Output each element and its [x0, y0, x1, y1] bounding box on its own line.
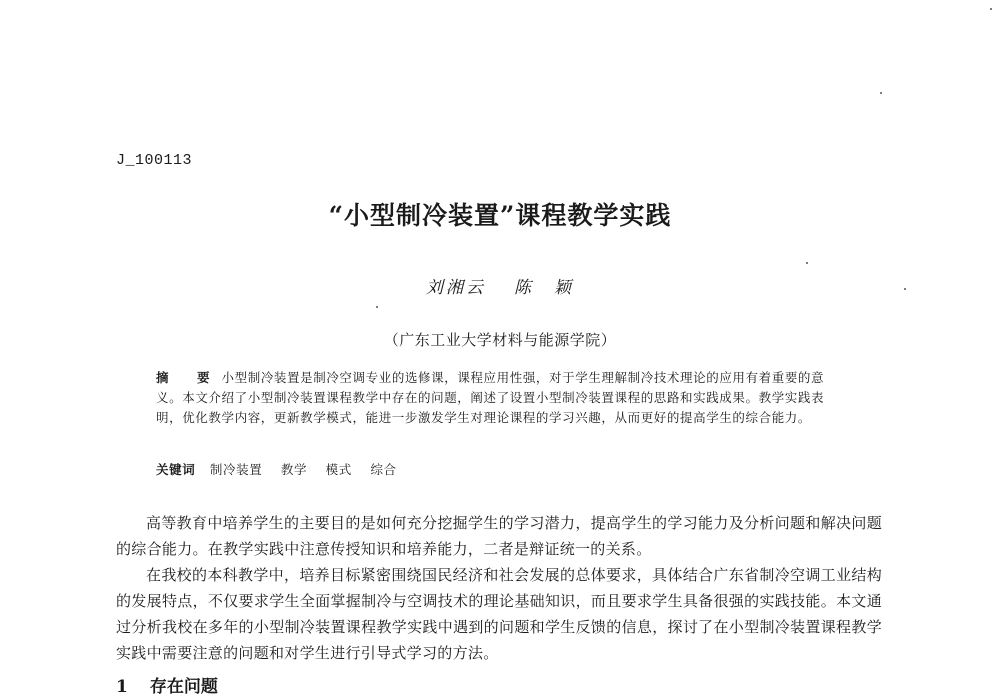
keywords-line	[156, 460, 846, 478]
keyword: 综合	[370, 462, 397, 477]
body-paragraph: 在我校的本科教学中，培养目标紧密围绕国民经济和社会发展的总体要求，具体结合广东省制冷空调工业结构的发展特点，不仅要求学生全面掌握制冷与空调技术的理论基础知识，而且要求学生具备很强的实践技能。本文通过分析我校在多年的小型制冷装置课程教学实践中遇到的问题和学生反馈的信息，探讨了在小型制冷装置课程教学实践中需要注意的问题和对学生进行引导式学习的方法。	[116, 566, 882, 662]
scan-speck	[806, 262, 808, 264]
scan-speck	[376, 306, 378, 308]
section-title: 存在问题	[149, 677, 218, 697]
document-id: J_100113	[116, 152, 193, 169]
section-heading	[116, 672, 218, 697]
scan-speck	[990, 8, 992, 10]
section-number: 1	[116, 677, 128, 697]
abstract-label: 摘 要	[156, 370, 218, 385]
keyword: 教学	[280, 462, 308, 477]
scan-speck	[880, 92, 882, 94]
author-affiliation: （广东工业大学材料与能源学院）	[383, 331, 617, 349]
abstract-block	[156, 368, 846, 428]
keywords-label: 关键词	[156, 462, 196, 477]
abstract-text: 小型制冷装置是制冷空调专业的选修课，课程应用性强，对于学生理解制冷技术理论的应用有着重要的意义。本文介绍了小型制冷装置课程教学中存在的问题，阐述了设置小型制冷装置课程的思路和实践成果。教学实践表明，优化教学内容，更新教学模式，能进一步激发学生对理论课程的学习兴趣，从而更好的提高学生的综合能力。	[156, 370, 825, 425]
body-paragraph: 高等教育中培养学生的主要目的是如何充分挖掘学生的学习潜力，提高学生的学习能力及分析问题和解决问题的综合能力。在教学实践中注意传授知识和培养能力，二者是辩证统一的关系。	[116, 514, 882, 558]
body-text	[116, 510, 882, 666]
author-name: 陈 颖	[514, 278, 574, 298]
keyword: 制冷装置	[209, 462, 263, 477]
author-list	[0, 273, 1000, 298]
keyword: 模式	[325, 462, 352, 477]
scan-speck	[904, 288, 906, 290]
author-name: 刘湘云	[426, 278, 486, 298]
paper-title: “小型制冷装置”课程教学实践	[328, 201, 672, 230]
